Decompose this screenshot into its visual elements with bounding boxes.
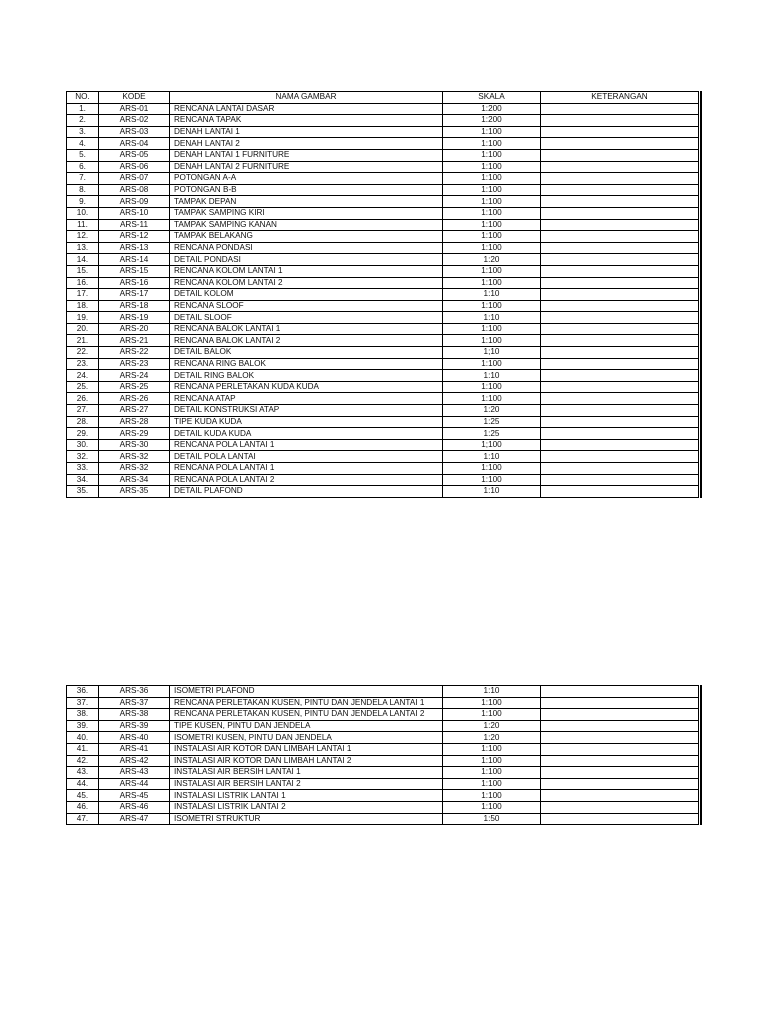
cell-skala: 1:100 xyxy=(443,184,541,196)
cell-keterangan xyxy=(541,103,699,115)
cell-no: 35. xyxy=(67,486,99,498)
cell-nama-gambar: ISOMETRI PLAFOND xyxy=(170,686,443,698)
cell-no: 43. xyxy=(67,767,99,779)
cell-skala: 1:50 xyxy=(443,813,541,825)
cell-kode: ARS-21 xyxy=(99,335,170,347)
table-row xyxy=(67,778,699,790)
cell-kode: ARS-13 xyxy=(99,242,170,254)
drawing-list-table xyxy=(66,91,699,498)
cell-skala: 1:20 xyxy=(443,732,541,744)
cell-nama-gambar: RENCANA PERLETAKAN KUSEN, PINTU DAN JENDELA LANTAI 1 xyxy=(170,697,443,709)
cell-nama-gambar: DETAIL POLA LANTAI xyxy=(170,451,443,463)
cell-no: 21. xyxy=(67,335,99,347)
cell-keterangan xyxy=(541,720,699,732)
cell-keterangan xyxy=(541,697,699,709)
cell-keterangan xyxy=(541,254,699,266)
table-header-row xyxy=(67,92,699,104)
cell-keterangan xyxy=(541,451,699,463)
table-row xyxy=(67,755,699,767)
cell-no: 17. xyxy=(67,289,99,301)
cell-nama-gambar: RENCANA KOLOM LANTAI 2 xyxy=(170,277,443,289)
cell-keterangan xyxy=(541,790,699,802)
cell-keterangan xyxy=(541,323,699,335)
cell-no: 12. xyxy=(67,231,99,243)
cell-skala: 1:10 xyxy=(443,370,541,382)
cell-kode: ARS-18 xyxy=(99,300,170,312)
cell-skala: 1:100 xyxy=(443,126,541,138)
table-row xyxy=(67,416,699,428)
cell-keterangan xyxy=(541,358,699,370)
cell-kode: ARS-44 xyxy=(99,778,170,790)
cell-nama-gambar: DETAIL RING BALOK xyxy=(170,370,443,382)
table-row xyxy=(67,463,699,475)
cell-no: 19. xyxy=(67,312,99,324)
table-row xyxy=(67,126,699,138)
cell-keterangan xyxy=(541,335,699,347)
cell-nama-gambar: DETAIL KUDA KUDA xyxy=(170,428,443,440)
table-right-edge xyxy=(700,91,702,498)
cell-skala: 1:10 xyxy=(443,312,541,324)
cell-nama-gambar: DENAH LANTAI 1 FURNITURE xyxy=(170,149,443,161)
cell-no: 45. xyxy=(67,790,99,802)
cell-keterangan xyxy=(541,732,699,744)
cell-no: 25. xyxy=(67,381,99,393)
cell-skala: 1:100 xyxy=(443,358,541,370)
cell-no: 34. xyxy=(67,474,99,486)
cell-skala: 1:20 xyxy=(443,720,541,732)
cell-skala: 1:100 xyxy=(443,381,541,393)
cell-keterangan xyxy=(541,486,699,498)
cell-skala: 1:100 xyxy=(443,335,541,347)
header-kode: KODE xyxy=(99,92,170,104)
header-keterangan: KETERANGAN xyxy=(541,92,699,104)
cell-no: 46. xyxy=(67,801,99,813)
cell-keterangan xyxy=(541,242,699,254)
cell-skala: 1:10 xyxy=(443,289,541,301)
cell-skala: 1:100 xyxy=(443,743,541,755)
cell-skala: 1:20 xyxy=(443,405,541,417)
cell-no: 47. xyxy=(67,813,99,825)
cell-kode: ARS-06 xyxy=(99,161,170,173)
table-row xyxy=(67,697,699,709)
cell-no: 36. xyxy=(67,686,99,698)
cell-keterangan xyxy=(541,184,699,196)
cell-kode: ARS-11 xyxy=(99,219,170,231)
cell-nama-gambar: INSTALASI LISTRIK LANTAI 1 xyxy=(170,790,443,802)
cell-keterangan xyxy=(541,743,699,755)
cell-keterangan xyxy=(541,439,699,451)
cell-keterangan xyxy=(541,405,699,417)
table-row xyxy=(67,686,699,698)
cell-keterangan xyxy=(541,347,699,359)
table-row xyxy=(67,231,699,243)
header-no: NO. xyxy=(67,92,99,104)
cell-no: 14. xyxy=(67,254,99,266)
cell-kode: ARS-47 xyxy=(99,813,170,825)
table-row xyxy=(67,370,699,382)
cell-skala: 1:100 xyxy=(443,463,541,475)
cell-nama-gambar: TAMPAK DEPAN xyxy=(170,196,443,208)
header-nama-gambar: NAMA GAMBAR xyxy=(170,92,443,104)
cell-kode: ARS-10 xyxy=(99,207,170,219)
cell-no: 30. xyxy=(67,439,99,451)
cell-no: 5. xyxy=(67,149,99,161)
cell-kode: ARS-36 xyxy=(99,686,170,698)
cell-kode: ARS-34 xyxy=(99,474,170,486)
table-row xyxy=(67,196,699,208)
cell-no: 28. xyxy=(67,416,99,428)
cell-kode: ARS-39 xyxy=(99,720,170,732)
cell-keterangan xyxy=(541,231,699,243)
cell-kode: ARS-23 xyxy=(99,358,170,370)
cell-nama-gambar: RENCANA TAPAK xyxy=(170,115,443,127)
cell-skala: 1:100 xyxy=(443,242,541,254)
table-row xyxy=(67,451,699,463)
cell-keterangan xyxy=(541,138,699,150)
cell-kode: ARS-37 xyxy=(99,697,170,709)
cell-kode: ARS-14 xyxy=(99,254,170,266)
cell-keterangan xyxy=(541,381,699,393)
cell-skala: 1:100 xyxy=(443,138,541,150)
cell-no: 44. xyxy=(67,778,99,790)
cell-kode: ARS-26 xyxy=(99,393,170,405)
cell-skala: 1:100 xyxy=(443,474,541,486)
table-row xyxy=(67,254,699,266)
table-row xyxy=(67,219,699,231)
cell-kode: ARS-07 xyxy=(99,173,170,185)
cell-keterangan xyxy=(541,126,699,138)
table-row xyxy=(67,393,699,405)
cell-skala: 1:100 xyxy=(443,149,541,161)
cell-no: 1. xyxy=(67,103,99,115)
cell-kode: ARS-15 xyxy=(99,265,170,277)
table-row xyxy=(67,428,699,440)
cell-nama-gambar: TIPE KUSEN, PINTU DAN JENDELA xyxy=(170,720,443,732)
cell-keterangan xyxy=(541,370,699,382)
cell-no: 33. xyxy=(67,463,99,475)
cell-keterangan xyxy=(541,416,699,428)
cell-skala: 1;10 xyxy=(443,347,541,359)
cell-keterangan xyxy=(541,207,699,219)
cell-keterangan xyxy=(541,277,699,289)
cell-skala: 1:10 xyxy=(443,686,541,698)
cell-skala: 1:100 xyxy=(443,300,541,312)
cell-nama-gambar: RENCANA PERLETAKAN KUSEN, PINTU DAN JENDELA LANTAI 2 xyxy=(170,709,443,721)
cell-skala: 1:100 xyxy=(443,207,541,219)
cell-keterangan xyxy=(541,312,699,324)
cell-no: 41. xyxy=(67,743,99,755)
cell-nama-gambar: DETAIL SLOOF xyxy=(170,312,443,324)
cell-nama-gambar: DETAIL KONSTRUKSI ATAP xyxy=(170,405,443,417)
cell-kode: ARS-09 xyxy=(99,196,170,208)
cell-kode: ARS-25 xyxy=(99,381,170,393)
table-row xyxy=(67,207,699,219)
table-row xyxy=(67,358,699,370)
cell-no: 22. xyxy=(67,347,99,359)
table-row xyxy=(67,405,699,417)
cell-keterangan xyxy=(541,801,699,813)
cell-kode: ARS-29 xyxy=(99,428,170,440)
cell-keterangan xyxy=(541,393,699,405)
cell-no: 11. xyxy=(67,219,99,231)
cell-no: 6. xyxy=(67,161,99,173)
cell-keterangan xyxy=(541,463,699,475)
cell-no: 27. xyxy=(67,405,99,417)
cell-no: 23. xyxy=(67,358,99,370)
cell-skala: 1:100 xyxy=(443,697,541,709)
cell-no: 24. xyxy=(67,370,99,382)
table-row xyxy=(67,173,699,185)
table-right-edge xyxy=(700,685,702,825)
cell-no: 4. xyxy=(67,138,99,150)
cell-no: 38. xyxy=(67,709,99,721)
cell-nama-gambar: DETAIL BALOK xyxy=(170,347,443,359)
cell-nama-gambar: RENCANA KOLOM LANTAI 1 xyxy=(170,265,443,277)
cell-kode: ARS-27 xyxy=(99,405,170,417)
cell-keterangan xyxy=(541,709,699,721)
table-row xyxy=(67,801,699,813)
cell-skala: 1:100 xyxy=(443,790,541,802)
cell-skala: 1:100 xyxy=(443,393,541,405)
cell-nama-gambar: RENCANA POLA LANTAI 2 xyxy=(170,474,443,486)
cell-nama-gambar: DENAH LANTAI 1 xyxy=(170,126,443,138)
cell-keterangan xyxy=(541,265,699,277)
cell-nama-gambar: RENCANA ATAP xyxy=(170,393,443,405)
cell-nama-gambar: RENCANA RING BALOK xyxy=(170,358,443,370)
table-row xyxy=(67,381,699,393)
cell-kode: ARS-24 xyxy=(99,370,170,382)
cell-no: 39. xyxy=(67,720,99,732)
cell-skala: 1:100 xyxy=(443,161,541,173)
cell-kode: ARS-43 xyxy=(99,767,170,779)
cell-nama-gambar: INSTALASI AIR KOTOR DAN LIMBAH LANTAI 1 xyxy=(170,743,443,755)
cell-nama-gambar: DETAIL KOLOM xyxy=(170,289,443,301)
cell-skala: 1;100 xyxy=(443,439,541,451)
cell-nama-gambar: RENCANA BALOK LANTAI 2 xyxy=(170,335,443,347)
table-row xyxy=(67,732,699,744)
cell-keterangan xyxy=(541,686,699,698)
cell-kode: ARS-46 xyxy=(99,801,170,813)
cell-kode: ARS-01 xyxy=(99,103,170,115)
cell-kode: ARS-03 xyxy=(99,126,170,138)
cell-skala: 1:25 xyxy=(443,428,541,440)
cell-skala: 1:100 xyxy=(443,277,541,289)
cell-kode: ARS-42 xyxy=(99,755,170,767)
cell-nama-gambar: TIPE KUDA KUDA xyxy=(170,416,443,428)
table-row xyxy=(67,813,699,825)
cell-keterangan xyxy=(541,813,699,825)
cell-nama-gambar: DENAH LANTAI 2 xyxy=(170,138,443,150)
cell-nama-gambar: POTONGAN A-A xyxy=(170,173,443,185)
cell-keterangan xyxy=(541,115,699,127)
cell-nama-gambar: DENAH LANTAI 2 FURNITURE xyxy=(170,161,443,173)
cell-kode: ARS-20 xyxy=(99,323,170,335)
cell-nama-gambar: INSTALASI LISTRIK LANTAI 2 xyxy=(170,801,443,813)
table-row xyxy=(67,184,699,196)
cell-no: 13. xyxy=(67,242,99,254)
cell-no: 9. xyxy=(67,196,99,208)
cell-no: 8. xyxy=(67,184,99,196)
table-row xyxy=(67,486,699,498)
table-row xyxy=(67,300,699,312)
cell-no: 29. xyxy=(67,428,99,440)
cell-kode: ARS-08 xyxy=(99,184,170,196)
table-row xyxy=(67,138,699,150)
cell-no: 20. xyxy=(67,323,99,335)
cell-skala: 1:100 xyxy=(443,767,541,779)
table-row xyxy=(67,115,699,127)
cell-kode: ARS-35 xyxy=(99,486,170,498)
cell-keterangan xyxy=(541,196,699,208)
cell-skala: 1:200 xyxy=(443,115,541,127)
table-row xyxy=(67,347,699,359)
cell-skala: 1:200 xyxy=(443,103,541,115)
cell-kode: ARS-30 xyxy=(99,439,170,451)
cell-no: 26. xyxy=(67,393,99,405)
table-row xyxy=(67,323,699,335)
cell-no: 7. xyxy=(67,173,99,185)
cell-kode: ARS-04 xyxy=(99,138,170,150)
cell-no: 16. xyxy=(67,277,99,289)
cell-nama-gambar: TAMPAK BELAKANG xyxy=(170,231,443,243)
cell-nama-gambar: RENCANA PONDASI xyxy=(170,242,443,254)
cell-keterangan xyxy=(541,767,699,779)
cell-keterangan xyxy=(541,778,699,790)
cell-no: 32. xyxy=(67,451,99,463)
cell-nama-gambar: ISOMETRI KUSEN, PINTU DAN JENDELA xyxy=(170,732,443,744)
cell-keterangan xyxy=(541,474,699,486)
cell-nama-gambar: TAMPAK SAMPING KANAN xyxy=(170,219,443,231)
cell-nama-gambar: ISOMETRI STRUKTUR xyxy=(170,813,443,825)
cell-nama-gambar: INSTALASI AIR KOTOR DAN LIMBAH LANTAI 2 xyxy=(170,755,443,767)
cell-nama-gambar: INSTALASI AIR BERSIH LANTAI 1 xyxy=(170,767,443,779)
cell-nama-gambar: RENCANA SLOOF xyxy=(170,300,443,312)
cell-kode: ARS-32 xyxy=(99,451,170,463)
cell-nama-gambar: DETAIL PONDASI xyxy=(170,254,443,266)
cell-kode: ARS-45 xyxy=(99,790,170,802)
table-row xyxy=(67,149,699,161)
cell-skala: 1:100 xyxy=(443,323,541,335)
cell-kode: ARS-19 xyxy=(99,312,170,324)
cell-nama-gambar: DETAIL PLAFOND xyxy=(170,486,443,498)
table-row xyxy=(67,277,699,289)
table-row xyxy=(67,743,699,755)
cell-kode: ARS-16 xyxy=(99,277,170,289)
cell-skala: 1:100 xyxy=(443,196,541,208)
cell-keterangan xyxy=(541,173,699,185)
cell-skala: 1:10 xyxy=(443,451,541,463)
cell-nama-gambar: RENCANA BALOK LANTAI 1 xyxy=(170,323,443,335)
cell-nama-gambar: TAMPAK SAMPING KIRI xyxy=(170,207,443,219)
cell-kode: ARS-40 xyxy=(99,732,170,744)
drawing-list-table-1 xyxy=(66,91,702,498)
cell-skala: 1:20 xyxy=(443,254,541,266)
table-row xyxy=(67,790,699,802)
cell-no: 37. xyxy=(67,697,99,709)
cell-keterangan xyxy=(541,161,699,173)
cell-nama-gambar: RENCANA PERLETAKAN KUDA KUDA xyxy=(170,381,443,393)
cell-nama-gambar: RENCANA POLA LANTAI 1 xyxy=(170,439,443,451)
cell-skala: 1:100 xyxy=(443,709,541,721)
cell-nama-gambar: INSTALASI AIR BERSIH LANTAI 2 xyxy=(170,778,443,790)
cell-kode: ARS-17 xyxy=(99,289,170,301)
cell-no: 3. xyxy=(67,126,99,138)
cell-kode: ARS-28 xyxy=(99,416,170,428)
table-row xyxy=(67,242,699,254)
table-row xyxy=(67,312,699,324)
cell-skala: 1:100 xyxy=(443,173,541,185)
cell-no: 15. xyxy=(67,265,99,277)
cell-skala: 1:10 xyxy=(443,486,541,498)
table-row xyxy=(67,289,699,301)
table-row xyxy=(67,709,699,721)
table-row xyxy=(67,439,699,451)
cell-kode: ARS-32 xyxy=(99,463,170,475)
cell-keterangan xyxy=(541,149,699,161)
cell-skala: 1:100 xyxy=(443,219,541,231)
table-row xyxy=(67,103,699,115)
cell-nama-gambar: POTONGAN B-B xyxy=(170,184,443,196)
cell-skala: 1:100 xyxy=(443,778,541,790)
cell-skala: 1:25 xyxy=(443,416,541,428)
cell-nama-gambar: RENCANA LANTAI DASAR xyxy=(170,103,443,115)
table-row xyxy=(67,335,699,347)
cell-keterangan xyxy=(541,755,699,767)
table-row xyxy=(67,161,699,173)
header-skala: SKALA xyxy=(443,92,541,104)
cell-no: 10. xyxy=(67,207,99,219)
cell-no: 40. xyxy=(67,732,99,744)
cell-no: 42. xyxy=(67,755,99,767)
cell-skala: 1:100 xyxy=(443,265,541,277)
cell-no: 18. xyxy=(67,300,99,312)
table-row xyxy=(67,265,699,277)
table-row xyxy=(67,474,699,486)
cell-keterangan xyxy=(541,289,699,301)
table-row xyxy=(67,767,699,779)
cell-skala: 1:100 xyxy=(443,801,541,813)
cell-keterangan xyxy=(541,219,699,231)
drawing-list-table xyxy=(66,685,699,825)
cell-kode: ARS-38 xyxy=(99,709,170,721)
table-row xyxy=(67,720,699,732)
cell-kode: ARS-12 xyxy=(99,231,170,243)
cell-kode: ARS-05 xyxy=(99,149,170,161)
cell-keterangan xyxy=(541,300,699,312)
cell-no: 2. xyxy=(67,115,99,127)
cell-keterangan xyxy=(541,428,699,440)
drawing-list-table-2 xyxy=(66,685,702,825)
cell-kode: ARS-22 xyxy=(99,347,170,359)
cell-skala: 1:100 xyxy=(443,755,541,767)
cell-skala: 1:100 xyxy=(443,231,541,243)
cell-kode: ARS-02 xyxy=(99,115,170,127)
cell-kode: ARS-41 xyxy=(99,743,170,755)
cell-nama-gambar: RENCANA POLA LANTAI 1 xyxy=(170,463,443,475)
